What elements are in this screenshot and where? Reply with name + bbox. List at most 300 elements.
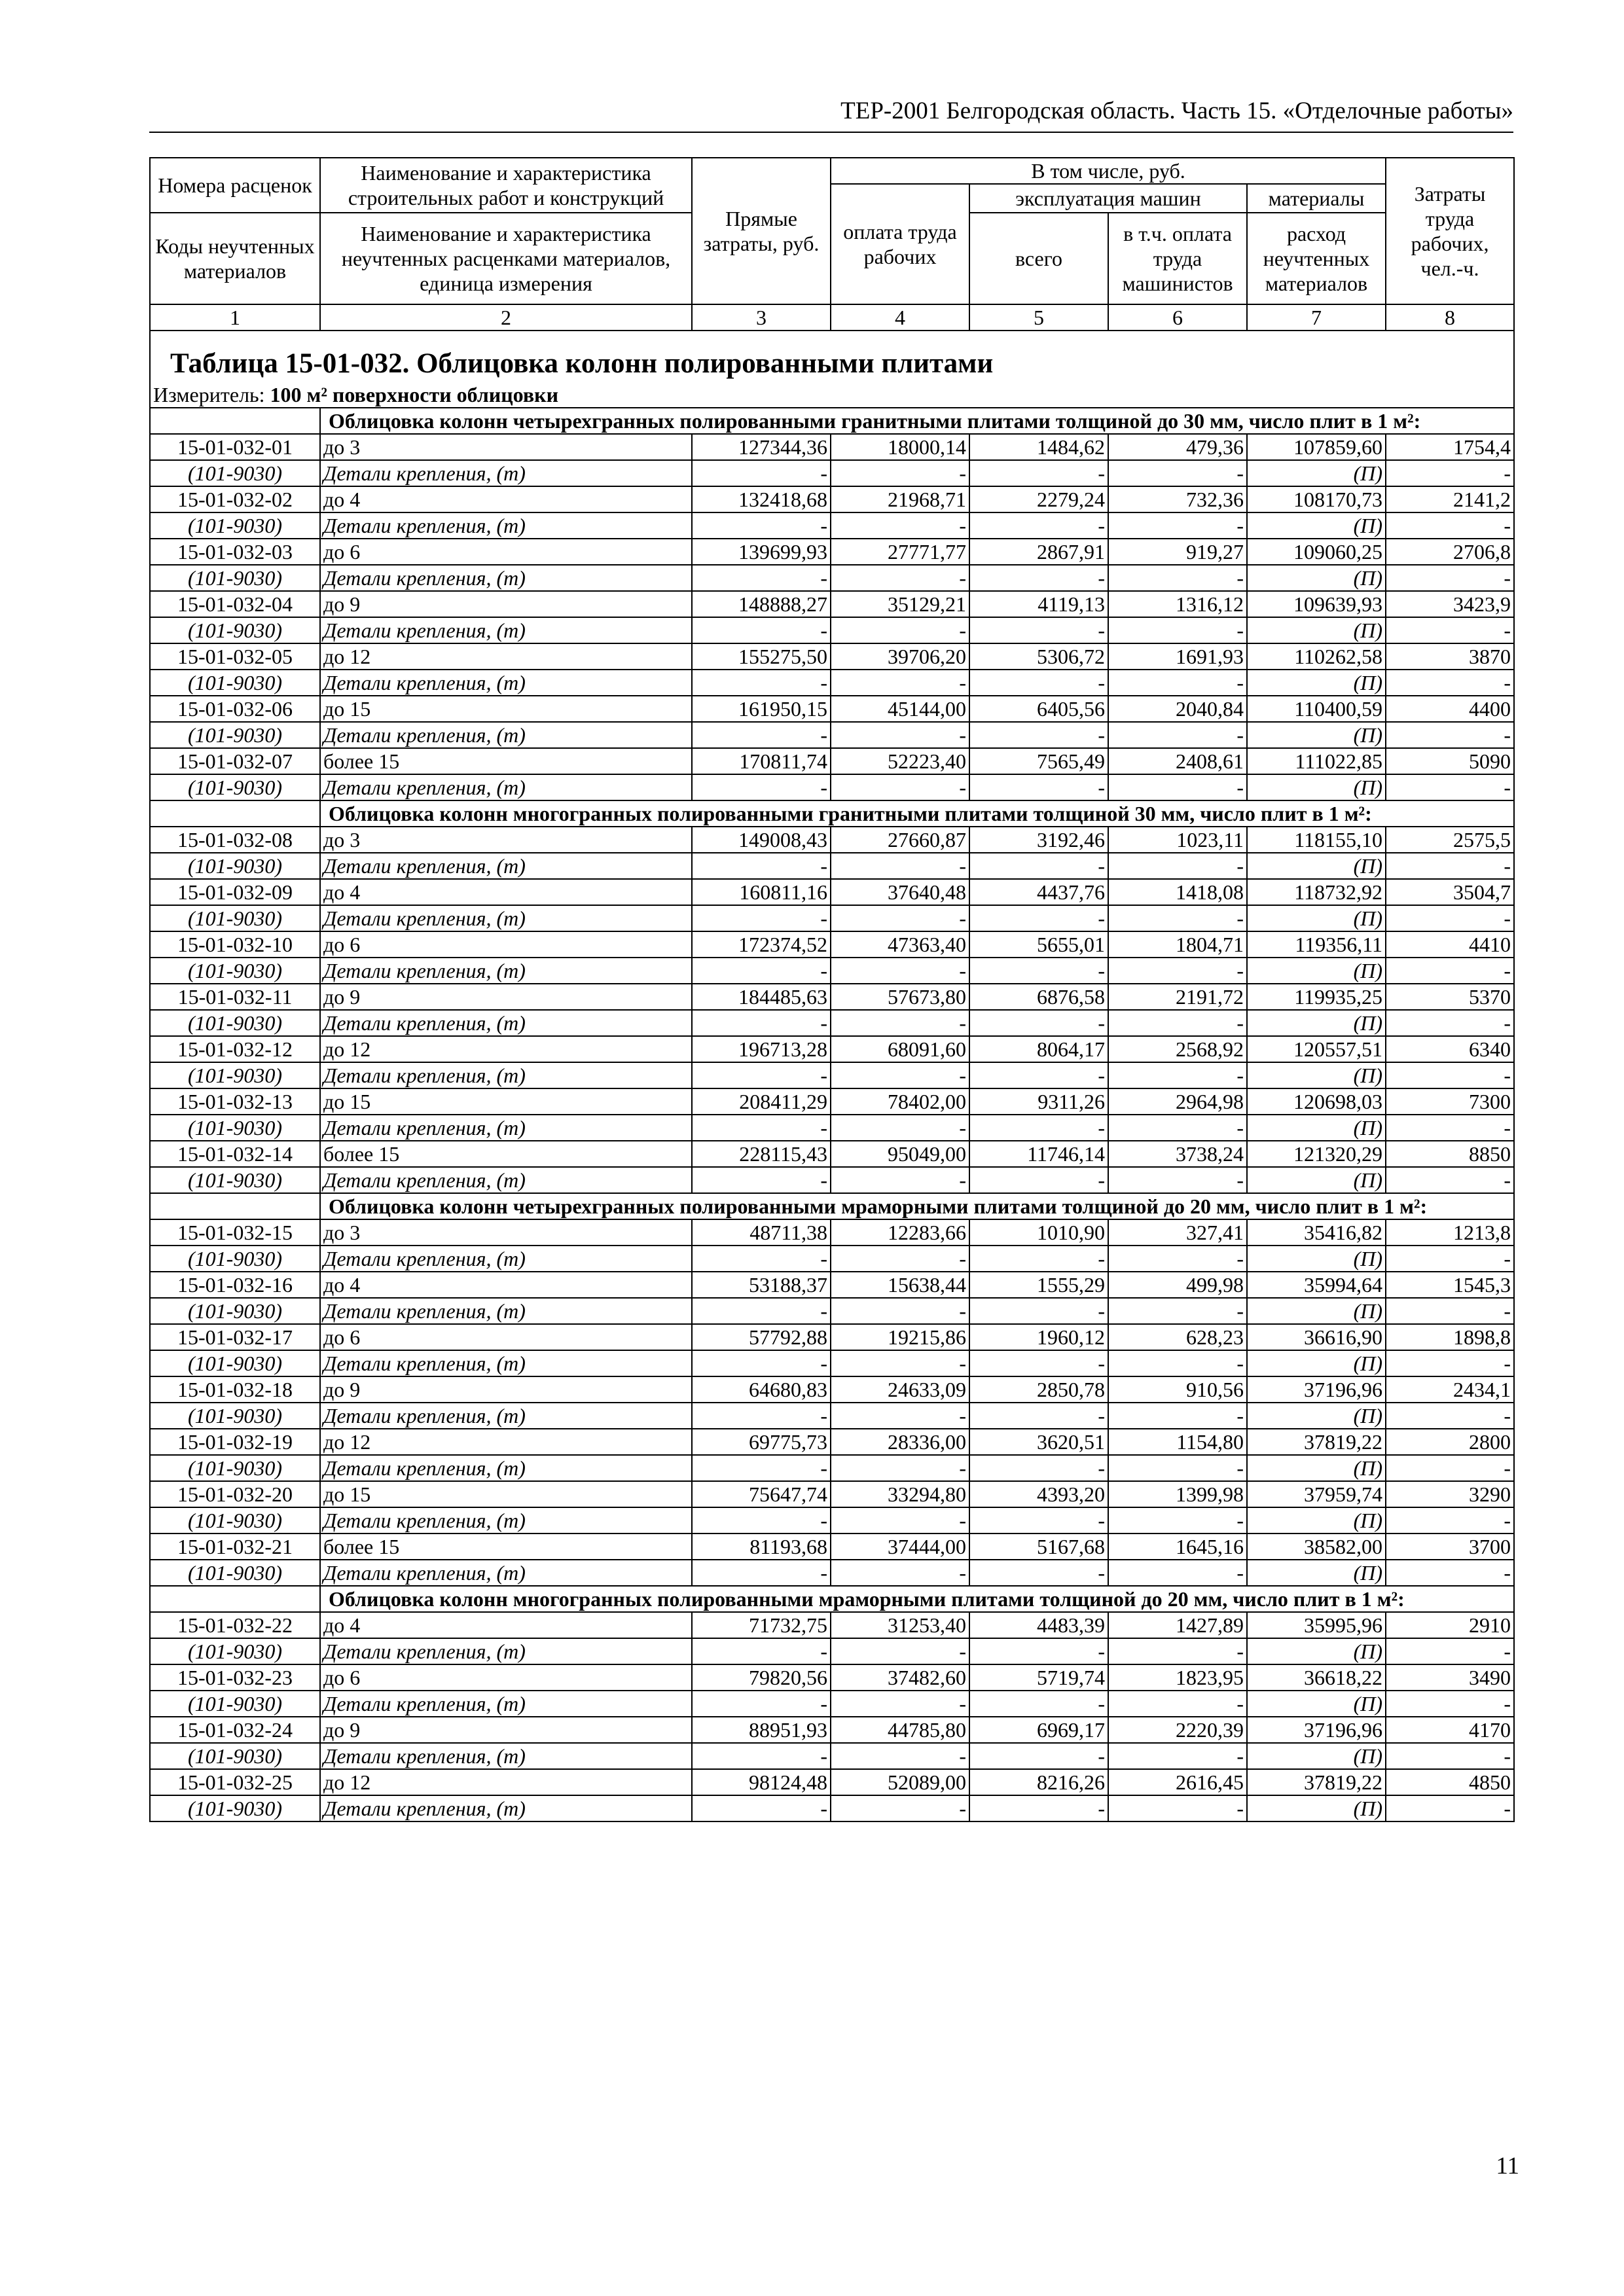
- operators-cost: 479,36: [1108, 434, 1247, 460]
- dash-cell: -: [692, 1507, 831, 1534]
- material-code-text: (101-9030): [188, 514, 282, 537]
- dash-cell: -: [969, 1638, 1108, 1664]
- dash-cell: -: [692, 460, 831, 486]
- labor-hours: 6340: [1386, 1036, 1514, 1062]
- dash-cell: -: [969, 1350, 1108, 1376]
- material-code: [150, 1743, 320, 1769]
- material-code-text: (101-9030): [188, 854, 282, 878]
- material-flag: [1247, 1010, 1386, 1036]
- material-code-text: (101-9030): [188, 1299, 282, 1323]
- machines-cost: 1555,29: [969, 1272, 1108, 1298]
- rate-name: до 6: [320, 931, 692, 958]
- dash-cell: -: [692, 1298, 831, 1324]
- labor-cost: 37640,48: [831, 879, 969, 905]
- material-code: [150, 905, 320, 931]
- labor-hours: 1545,3: [1386, 1272, 1514, 1298]
- section-title: Облицовка колонн многогранных полированными мраморными плитами толщиной до 20 мм, число плит в 1 м²:: [320, 1586, 1514, 1612]
- material-flag: [1247, 1638, 1386, 1664]
- rate-code: 15-01-032-05: [150, 643, 320, 670]
- material-row: [150, 1062, 1514, 1088]
- material-name-text: Детали крепления, (т): [323, 1116, 526, 1139]
- direct-cost: 148888,27: [692, 591, 831, 617]
- materials-cost: 118155,10: [1247, 827, 1386, 853]
- materials-cost: 119935,25: [1247, 984, 1386, 1010]
- labor-hours: 7300: [1386, 1088, 1514, 1115]
- material-flag-text: (П): [1353, 776, 1383, 799]
- rate-code: 15-01-032-18: [150, 1376, 320, 1403]
- rate-code: 15-01-032-16: [150, 1272, 320, 1298]
- dash-cell: -: [1386, 1298, 1514, 1324]
- table-row: [150, 879, 1514, 905]
- operators-cost: 910,56: [1108, 1376, 1247, 1403]
- dash-cell: -: [831, 1010, 969, 1036]
- material-flag: [1247, 617, 1386, 643]
- dash-cell: -: [692, 1743, 831, 1769]
- rate-code: 15-01-032-23: [150, 1664, 320, 1691]
- rate-name: до 15: [320, 1088, 692, 1115]
- material-name-text: Детали крепления, (т): [323, 1561, 526, 1585]
- material-flag: [1247, 722, 1386, 748]
- dash-cell: -: [1386, 1062, 1514, 1088]
- dash-cell: -: [831, 1350, 969, 1376]
- material-flag-text: (П): [1353, 854, 1383, 878]
- material-row: [150, 1560, 1514, 1586]
- material-code: [150, 1298, 320, 1324]
- machines-cost: 5306,72: [969, 643, 1108, 670]
- direct-cost: 228115,43: [692, 1141, 831, 1167]
- direct-cost: 69775,73: [692, 1429, 831, 1455]
- dash-cell: -: [969, 1560, 1108, 1586]
- dash-cell: -: [969, 565, 1108, 591]
- material-name-text: Детали крепления, (т): [323, 959, 526, 982]
- material-code-text: (101-9030): [188, 1692, 282, 1715]
- direct-cost: 57792,88: [692, 1324, 831, 1350]
- material-flag-text: (П): [1353, 1744, 1383, 1768]
- machines-cost: 1960,12: [969, 1324, 1108, 1350]
- rate-name: до 4: [320, 1612, 692, 1638]
- labor-cost: 27771,77: [831, 539, 969, 565]
- dash-cell: -: [1386, 512, 1514, 539]
- rate-code: 15-01-032-10: [150, 931, 320, 958]
- col-number: 5: [969, 304, 1108, 331]
- labor-cost: 68091,60: [831, 1036, 969, 1062]
- material-code-text: (101-9030): [188, 1797, 282, 1820]
- labor-hours: 3490: [1386, 1664, 1514, 1691]
- dash-cell: -: [1108, 1691, 1247, 1717]
- materials-cost: 37196,96: [1247, 1717, 1386, 1743]
- material-name-text: Детали крепления, (т): [323, 1299, 526, 1323]
- material-flag: [1247, 1455, 1386, 1481]
- material-name: [320, 1743, 692, 1769]
- dash-cell: -: [1108, 1010, 1247, 1036]
- machines-cost: 9311,26: [969, 1088, 1108, 1115]
- labor-hours: 1213,8: [1386, 1219, 1514, 1246]
- materials-cost: 37819,22: [1247, 1429, 1386, 1455]
- labor-hours: 2800: [1386, 1429, 1514, 1455]
- material-code: [150, 1691, 320, 1717]
- rate-code: 15-01-032-24: [150, 1717, 320, 1743]
- rate-name: до 12: [320, 1429, 692, 1455]
- machines-cost: 4483,39: [969, 1612, 1108, 1638]
- dash-cell: -: [1108, 774, 1247, 800]
- rate-code: 15-01-032-09: [150, 879, 320, 905]
- dash-cell: -: [969, 1455, 1108, 1481]
- labor-hours: 3870: [1386, 643, 1514, 670]
- table-row: [150, 591, 1514, 617]
- dash-cell: -: [1386, 1010, 1514, 1036]
- materials-cost: 35416,82: [1247, 1219, 1386, 1246]
- machines-cost: 1484,62: [969, 434, 1108, 460]
- dash-cell: -: [692, 1560, 831, 1586]
- labor-hours: 2434,1: [1386, 1376, 1514, 1403]
- labor-cost: 33294,80: [831, 1481, 969, 1507]
- material-name: [320, 1691, 692, 1717]
- dash-cell: -: [969, 670, 1108, 696]
- materials-cost: 120557,51: [1247, 1036, 1386, 1062]
- material-name-text: Детали крепления, (т): [323, 1064, 526, 1087]
- materials-cost: 35995,96: [1247, 1612, 1386, 1638]
- rate-code: 15-01-032-06: [150, 696, 320, 722]
- dash-cell: -: [1108, 1795, 1247, 1821]
- dash-cell: -: [692, 1115, 831, 1141]
- material-code: [150, 1350, 320, 1376]
- materials-cost: 107859,60: [1247, 434, 1386, 460]
- rate-name: более 15: [320, 748, 692, 774]
- dash-cell: -: [1108, 512, 1247, 539]
- labor-cost: 27660,87: [831, 827, 969, 853]
- table-title: Таблица 15-01-032. Облицовка колонн полированными плитами: [170, 348, 994, 379]
- table-row: [150, 1141, 1514, 1167]
- dash-cell: -: [831, 958, 969, 984]
- dash-cell: -: [831, 1638, 969, 1664]
- table-row: [150, 984, 1514, 1010]
- material-name: [320, 958, 692, 984]
- machines-cost: 4437,76: [969, 879, 1108, 905]
- operators-cost: 2191,72: [1108, 984, 1247, 1010]
- operators-cost: 1418,08: [1108, 879, 1247, 905]
- labor-hours: 1898,8: [1386, 1324, 1514, 1350]
- table-row: [150, 643, 1514, 670]
- material-name: [320, 1167, 692, 1193]
- material-code: [150, 1638, 320, 1664]
- section-header-row: [150, 800, 1514, 827]
- material-flag: [1247, 1560, 1386, 1586]
- dash-cell: -: [1386, 905, 1514, 931]
- dash-cell: -: [692, 617, 831, 643]
- material-code: [150, 1507, 320, 1534]
- material-row: [150, 670, 1514, 696]
- material-name-text: Детали крепления, (т): [323, 1640, 526, 1663]
- material-code: [150, 565, 320, 591]
- rate-name: до 6: [320, 539, 692, 565]
- operators-cost: 1804,71: [1108, 931, 1247, 958]
- direct-cost: 88951,93: [692, 1717, 831, 1743]
- material-code: [150, 958, 320, 984]
- material-flag-text: (П): [1353, 619, 1383, 642]
- material-name: [320, 1010, 692, 1036]
- dash-cell: -: [969, 1691, 1108, 1717]
- material-code-text: (101-9030): [188, 1064, 282, 1087]
- material-row: [150, 1246, 1514, 1272]
- material-name: [320, 565, 692, 591]
- materials-cost: 119356,11: [1247, 931, 1386, 958]
- rate-code: 15-01-032-14: [150, 1141, 320, 1167]
- col-header-machines: эксплуатация машин: [969, 184, 1247, 213]
- machines-cost: 2279,24: [969, 486, 1108, 512]
- material-name: [320, 1638, 692, 1664]
- direct-cost: 132418,68: [692, 486, 831, 512]
- material-flag: [1247, 1115, 1386, 1141]
- dash-cell: -: [1386, 853, 1514, 879]
- rate-code: 15-01-032-17: [150, 1324, 320, 1350]
- labor-cost: 28336,00: [831, 1429, 969, 1455]
- dash-cell: -: [1386, 1638, 1514, 1664]
- material-name: [320, 1560, 692, 1586]
- material-name: [320, 617, 692, 643]
- table-row: [150, 1612, 1514, 1638]
- table-row: [150, 1534, 1514, 1560]
- dash-cell: -: [692, 1638, 831, 1664]
- material-code: [150, 1115, 320, 1141]
- dash-cell: -: [831, 670, 969, 696]
- rate-code: 15-01-032-03: [150, 539, 320, 565]
- material-name-text: Детали крепления, (т): [323, 1011, 526, 1035]
- page-number: 11: [1496, 2153, 1519, 2179]
- material-code-text: (101-9030): [188, 1561, 282, 1585]
- material-row: [150, 565, 1514, 591]
- materials-cost: 109639,93: [1247, 591, 1386, 617]
- operators-cost: 1427,89: [1108, 1612, 1247, 1638]
- material-name-text: Детали крепления, (т): [323, 1509, 526, 1532]
- col-number: 3: [692, 304, 831, 331]
- material-name-text: Детали крепления, (т): [323, 566, 526, 590]
- material-code: [150, 1062, 320, 1088]
- measure-label: Измеритель:: [153, 383, 265, 406]
- dash-cell: -: [1108, 1350, 1247, 1376]
- labor-hours: 2141,2: [1386, 486, 1514, 512]
- dash-cell: -: [969, 1115, 1108, 1141]
- rate-name: до 9: [320, 591, 692, 617]
- machines-cost: 3192,46: [969, 827, 1108, 853]
- dash-cell: -: [969, 722, 1108, 748]
- material-row: [150, 1743, 1514, 1769]
- dash-cell: -: [969, 1507, 1108, 1534]
- labor-cost: 18000,14: [831, 434, 969, 460]
- machines-cost: 5655,01: [969, 931, 1108, 958]
- dash-cell: -: [831, 853, 969, 879]
- dash-cell: -: [1108, 853, 1247, 879]
- machines-cost: 5167,68: [969, 1534, 1108, 1560]
- material-name-text: Детали крепления, (т): [323, 1797, 526, 1820]
- material-code-text: (101-9030): [188, 1640, 282, 1663]
- rates-body: [150, 408, 1514, 1821]
- operators-cost: 2964,98: [1108, 1088, 1247, 1115]
- rate-name: до 12: [320, 643, 692, 670]
- rate-name: до 4: [320, 879, 692, 905]
- material-name-text: Детали крепления, (т): [323, 1352, 526, 1375]
- materials-cost: 120698,03: [1247, 1088, 1386, 1115]
- labor-cost: 52089,00: [831, 1769, 969, 1795]
- material-code: [150, 1010, 320, 1036]
- material-row: [150, 1638, 1514, 1664]
- material-flag: [1247, 774, 1386, 800]
- machines-cost: 6405,56: [969, 696, 1108, 722]
- dash-cell: -: [1108, 958, 1247, 984]
- material-code: [150, 1795, 320, 1821]
- dash-cell: -: [1108, 1167, 1247, 1193]
- operators-cost: 1823,95: [1108, 1664, 1247, 1691]
- material-flag-text: (П): [1353, 566, 1383, 590]
- rate-name: до 9: [320, 1376, 692, 1403]
- operators-cost: 1691,93: [1108, 643, 1247, 670]
- measure-value: 100 м² поверхности облицовки: [270, 383, 559, 406]
- dash-cell: -: [1386, 1455, 1514, 1481]
- labor-hours: 5090: [1386, 748, 1514, 774]
- labor-cost: 57673,80: [831, 984, 969, 1010]
- table-row: [150, 827, 1514, 853]
- labor-hours: 4170: [1386, 1717, 1514, 1743]
- section-title: Облицовка колонн многогранных полированными гранитными плитами толщиной 30 мм, число плит в 1 м²:: [320, 800, 1514, 827]
- col-number: 7: [1247, 304, 1386, 331]
- section-header-row: [150, 408, 1514, 434]
- material-code-text: (101-9030): [188, 1509, 282, 1532]
- materials-cost: 37819,22: [1247, 1769, 1386, 1795]
- dash-cell: -: [692, 1010, 831, 1036]
- material-name: [320, 1455, 692, 1481]
- direct-cost: 53188,37: [692, 1272, 831, 1298]
- direct-cost: 71732,75: [692, 1612, 831, 1638]
- rate-name: до 6: [320, 1324, 692, 1350]
- table-row: [150, 1769, 1514, 1795]
- operators-cost: 628,23: [1108, 1324, 1247, 1350]
- material-row: [150, 1010, 1514, 1036]
- dash-cell: -: [831, 512, 969, 539]
- materials-cost: 109060,25: [1247, 539, 1386, 565]
- operators-cost: 2220,39: [1108, 1717, 1247, 1743]
- dash-cell: -: [692, 958, 831, 984]
- direct-cost: 48711,38: [692, 1219, 831, 1246]
- table-row: [150, 486, 1514, 512]
- material-name-text: Детали крепления, (т): [323, 514, 526, 537]
- labor-hours: 2575,5: [1386, 827, 1514, 853]
- material-flag-text: (П): [1353, 1064, 1383, 1087]
- labor-cost: 12283,66: [831, 1219, 969, 1246]
- rate-code: 15-01-032-25: [150, 1769, 320, 1795]
- table-row: [150, 1429, 1514, 1455]
- operators-cost: 1023,11: [1108, 827, 1247, 853]
- material-name-text: Детали крепления, (т): [323, 619, 526, 642]
- material-row: [150, 1795, 1514, 1821]
- dash-cell: -: [969, 460, 1108, 486]
- rate-code: 15-01-032-19: [150, 1429, 320, 1455]
- dash-cell: -: [692, 1455, 831, 1481]
- dash-cell: -: [692, 1167, 831, 1193]
- labor-cost: 24633,09: [831, 1376, 969, 1403]
- dash-cell: -: [1386, 1691, 1514, 1717]
- dash-cell: -: [1386, 1560, 1514, 1586]
- material-code-text: (101-9030): [188, 461, 282, 485]
- col-header-material-use: расход неучтенных материалов: [1247, 213, 1386, 304]
- labor-cost: 35129,21: [831, 591, 969, 617]
- rate-code: 15-01-032-02: [150, 486, 320, 512]
- labor-hours: 2706,8: [1386, 539, 1514, 565]
- dash-cell: -: [1386, 1795, 1514, 1821]
- machines-cost: 4393,20: [969, 1481, 1108, 1507]
- dash-cell: -: [831, 565, 969, 591]
- material-code: [150, 1167, 320, 1193]
- dash-cell: -: [692, 905, 831, 931]
- dash-cell: -: [1108, 1062, 1247, 1088]
- dash-cell: -: [969, 1062, 1108, 1088]
- material-code-text: (101-9030): [188, 906, 282, 930]
- direct-cost: 139699,93: [692, 539, 831, 565]
- dash-cell: -: [1108, 905, 1247, 931]
- material-row: [150, 460, 1514, 486]
- operators-cost: 1316,12: [1108, 591, 1247, 617]
- material-flag: [1247, 1167, 1386, 1193]
- dash-cell: -: [692, 774, 831, 800]
- section-blank-cell: [150, 1193, 320, 1219]
- material-code-text: (101-9030): [188, 1116, 282, 1139]
- dash-cell: -: [692, 512, 831, 539]
- material-flag: [1247, 1298, 1386, 1324]
- direct-cost: 79820,56: [692, 1664, 831, 1691]
- material-code-text: (101-9030): [188, 566, 282, 590]
- machines-cost: 5719,74: [969, 1664, 1108, 1691]
- dash-cell: -: [1108, 1246, 1247, 1272]
- material-row: [150, 1507, 1514, 1534]
- rate-name: до 3: [320, 434, 692, 460]
- material-flag: [1247, 1246, 1386, 1272]
- section-blank-cell: [150, 1586, 320, 1612]
- material-flag-text: (П): [1353, 1116, 1383, 1139]
- rate-code: 15-01-032-07: [150, 748, 320, 774]
- dash-cell: -: [692, 722, 831, 748]
- material-flag-text: (П): [1353, 1299, 1383, 1323]
- table-row: [150, 1088, 1514, 1115]
- materials-cost: 110262,58: [1247, 643, 1386, 670]
- col-header-operators: в т.ч. оплата труда машинистов: [1108, 213, 1247, 304]
- dash-cell: -: [1108, 460, 1247, 486]
- rate-code: 15-01-032-13: [150, 1088, 320, 1115]
- direct-cost: 64680,83: [692, 1376, 831, 1403]
- material-code: [150, 774, 320, 800]
- material-row: [150, 853, 1514, 879]
- material-code: [150, 460, 320, 486]
- materials-cost: 111022,85: [1247, 748, 1386, 774]
- col-header-material-codes: Коды неучтенных материалов: [150, 213, 320, 304]
- dash-cell: -: [1386, 1743, 1514, 1769]
- col-header-labor: оплата труда рабочих: [831, 184, 969, 304]
- material-name: [320, 1507, 692, 1534]
- dash-cell: -: [1108, 1115, 1247, 1141]
- labor-cost: 44785,80: [831, 1717, 969, 1743]
- table-row: [150, 748, 1514, 774]
- dash-cell: -: [831, 1560, 969, 1586]
- material-flag-text: (П): [1353, 1168, 1383, 1192]
- material-name-text: Детали крепления, (т): [323, 671, 526, 694]
- labor-cost: 37482,60: [831, 1664, 969, 1691]
- dash-cell: -: [831, 1115, 969, 1141]
- material-code: [150, 512, 320, 539]
- section-blank-cell: [150, 408, 320, 434]
- col-number: 6: [1108, 304, 1247, 331]
- dash-cell: -: [831, 774, 969, 800]
- dash-cell: -: [1108, 722, 1247, 748]
- rate-name: до 4: [320, 486, 692, 512]
- table-row: [150, 1717, 1514, 1743]
- material-flag-text: (П): [1353, 1247, 1383, 1270]
